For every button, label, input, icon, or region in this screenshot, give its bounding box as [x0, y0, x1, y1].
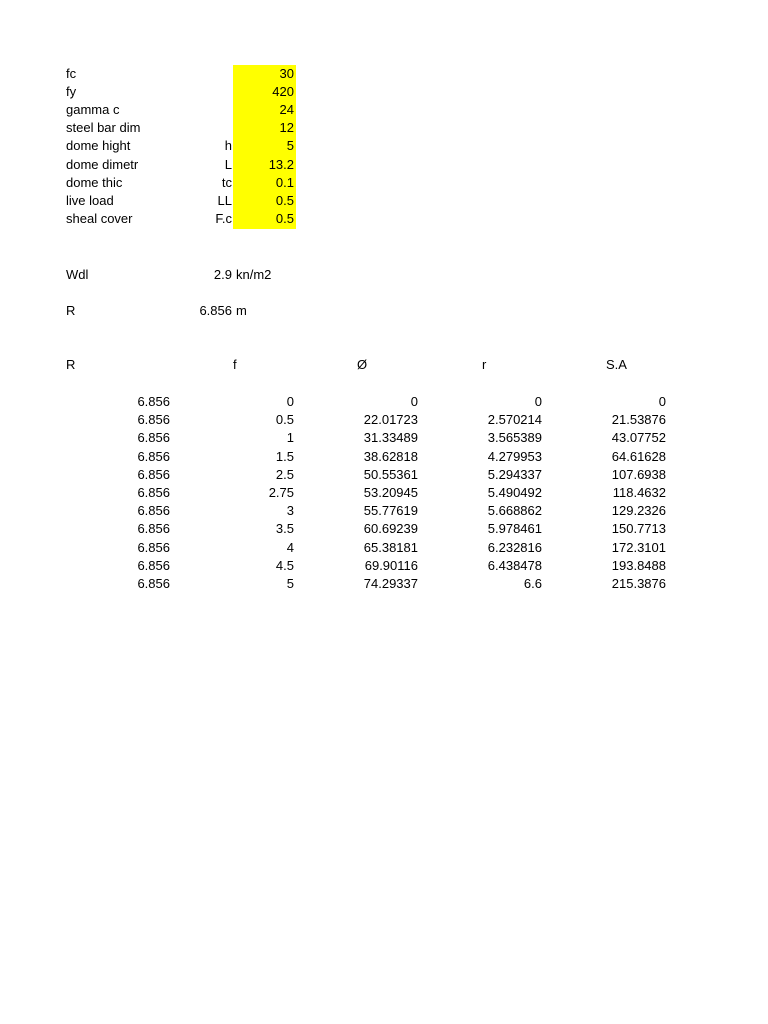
cell-r[interactable]: 2.570214	[487, 412, 542, 427]
input-symbol: tc	[221, 175, 232, 190]
cell-f[interactable]: 1	[286, 430, 294, 445]
wdl-value: 2.9	[213, 267, 232, 282]
cell-phi[interactable]: 22.01723	[363, 412, 418, 427]
cell-r[interactable]: 3.565389	[487, 430, 542, 445]
input-value[interactable]: 12	[279, 120, 294, 135]
cell-r[interactable]: 6.438478	[487, 558, 542, 573]
cell-sa[interactable]: 193.8488	[611, 558, 666, 573]
input-label: dome thic	[66, 175, 123, 190]
input-label: dome hight	[66, 138, 131, 153]
input-value[interactable]: 420	[272, 84, 294, 99]
header-sa: S.A	[606, 357, 627, 372]
header-phi: Ø	[357, 357, 368, 372]
cell-f[interactable]: 2.75	[268, 485, 294, 500]
cell-r[interactable]: 5.490492	[487, 485, 542, 500]
cell-f[interactable]: 4.5	[275, 558, 294, 573]
cell-R[interactable]: 6.856	[137, 394, 170, 409]
input-label: live load	[66, 193, 114, 208]
cell-f[interactable]: 2.5	[275, 467, 294, 482]
cell-r[interactable]: 5.294337	[487, 467, 542, 482]
input-value[interactable]: 13.2	[268, 157, 294, 172]
input-label: gamma c	[66, 102, 120, 117]
cell-f[interactable]: 1.5	[275, 449, 294, 464]
wdl-unit: kn/m2	[236, 267, 272, 282]
cell-sa[interactable]: 107.6938	[611, 467, 666, 482]
input-symbol: L	[224, 157, 232, 172]
cell-f[interactable]: 5	[286, 576, 294, 591]
cell-r[interactable]: 4.279953	[487, 449, 542, 464]
cell-f[interactable]: 0	[286, 394, 294, 409]
cell-R[interactable]: 6.856	[137, 485, 170, 500]
cell-sa[interactable]: 0	[658, 394, 666, 409]
input-symbol: h	[224, 138, 232, 153]
cell-sa[interactable]: 172.3101	[611, 540, 666, 555]
cell-r[interactable]: 5.668862	[487, 503, 542, 518]
cell-f[interactable]: 0.5	[275, 412, 294, 427]
cell-f[interactable]: 3.5	[275, 521, 294, 536]
cell-R[interactable]: 6.856	[137, 467, 170, 482]
input-symbol: LL	[217, 193, 232, 208]
cell-phi[interactable]: 69.90116	[364, 558, 418, 573]
input-label: dome dimetr	[66, 157, 139, 172]
cell-R[interactable]: 6.856	[137, 521, 170, 536]
cell-r[interactable]: 0	[534, 394, 542, 409]
cell-sa[interactable]: 150.7713	[611, 521, 666, 536]
radius-unit: m	[236, 303, 247, 318]
cell-phi[interactable]: 55.77619	[363, 503, 418, 518]
cell-phi[interactable]: 53.20945	[363, 485, 418, 500]
cell-R[interactable]: 6.856	[137, 503, 170, 518]
cell-sa[interactable]: 43.07752	[611, 430, 666, 445]
cell-phi[interactable]: 50.55361	[363, 467, 418, 482]
cell-f[interactable]: 3	[286, 503, 294, 518]
input-value[interactable]: 24	[279, 102, 294, 117]
cell-r[interactable]: 5.978461	[487, 521, 542, 536]
cell-R[interactable]: 6.856	[137, 576, 170, 591]
cell-R[interactable]: 6.856	[137, 540, 170, 555]
wdl-label: Wdl	[66, 267, 89, 282]
cell-R[interactable]: 6.856	[137, 412, 170, 427]
input-value[interactable]: 5	[286, 138, 294, 153]
cell-sa[interactable]: 118.4632	[612, 485, 666, 500]
cell-phi[interactable]: 60.69239	[363, 521, 418, 536]
cell-sa[interactable]: 21.53876	[611, 412, 666, 427]
cell-sa[interactable]: 129.2326	[611, 503, 666, 518]
input-label: steel bar dim	[66, 120, 141, 135]
radius-value: 6.856	[199, 303, 232, 318]
cell-r[interactable]: 6.6	[523, 576, 542, 591]
cell-phi[interactable]: 38.62818	[363, 449, 418, 464]
cell-phi[interactable]: 65.38181	[363, 540, 418, 555]
input-label: sheal cover	[66, 211, 133, 226]
cell-phi[interactable]: 0	[410, 394, 418, 409]
input-symbol: F.c	[215, 211, 232, 226]
cell-R[interactable]: 6.856	[137, 449, 170, 464]
cell-sa[interactable]: 64.61628	[611, 449, 666, 464]
cell-phi[interactable]: 74.29337	[363, 576, 418, 591]
input-value[interactable]: 30	[279, 66, 294, 81]
radius-label: R	[66, 303, 76, 318]
header-r: r	[482, 357, 487, 372]
header-R: R	[66, 357, 76, 372]
input-value[interactable]: 0.5	[275, 211, 294, 226]
header-f: f	[233, 357, 237, 372]
cell-R[interactable]: 6.856	[137, 558, 170, 573]
input-value[interactable]: 0.5	[275, 193, 294, 208]
cell-sa[interactable]: 215.3876	[611, 576, 666, 591]
cell-phi[interactable]: 31.33489	[363, 430, 418, 445]
input-value[interactable]: 0.1	[275, 175, 294, 190]
cell-f[interactable]: 4	[286, 540, 294, 555]
cell-R[interactable]: 6.856	[137, 430, 170, 445]
input-label: fc	[66, 66, 77, 81]
cell-r[interactable]: 6.232816	[487, 540, 542, 555]
input-label: fy	[66, 84, 77, 99]
